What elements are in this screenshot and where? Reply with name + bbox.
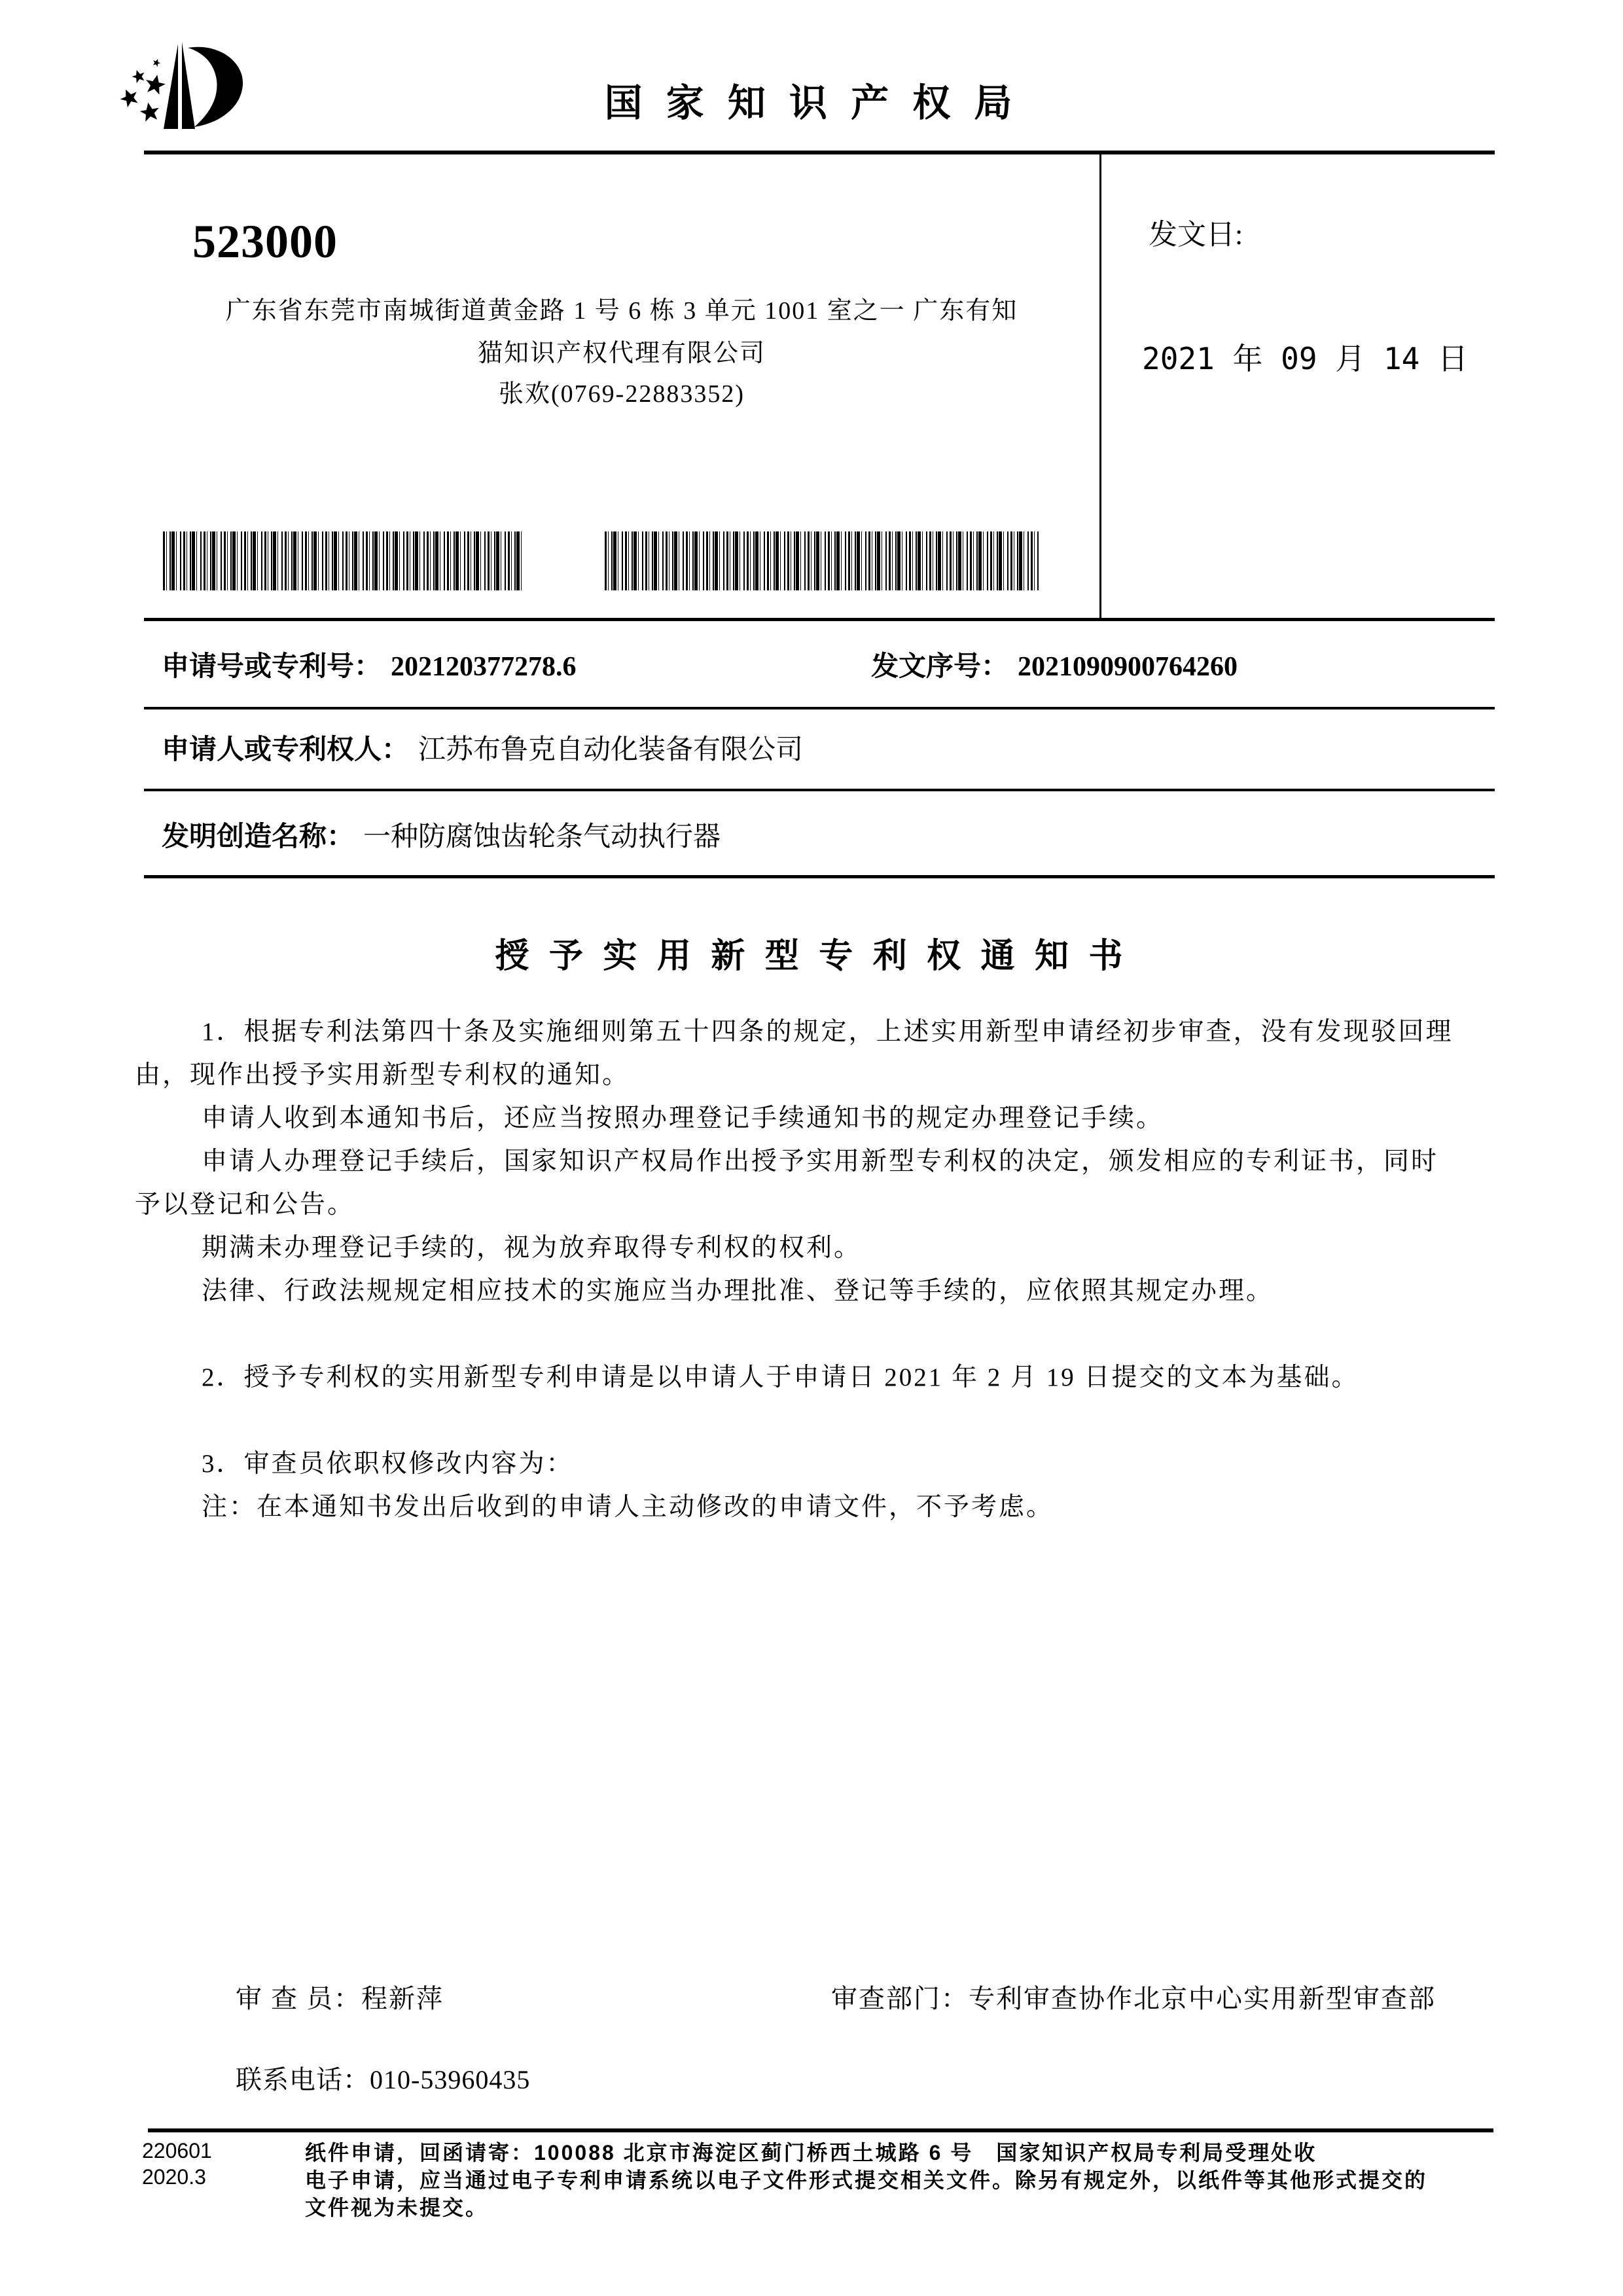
recipient-address-line2: 猫知识产权代理有限公司 [477,340,766,367]
agency-title: 国 家 知 识 产 权 局 [604,82,1019,124]
form-version: 2020.3 [142,2165,206,2189]
address-date-divider [1099,154,1101,618]
invention-name-value: 一种防腐蚀齿轮条气动执行器 [363,822,721,852]
serial-number-label: 发文序号： [871,651,1009,681]
barcode-application-number [163,531,525,590]
notice-body [135,1011,1503,1529]
examiner-label: 审 查 员： [236,1984,361,2013]
recipient-contact: 张欢(0769-22883352) [499,380,745,408]
postal-code: 523000 [192,215,338,268]
body-line: 期满未办理登记手续的，视为放弃取得专利权的权利。 [202,1234,862,1262]
invention-name-label: 发明创造名称： [162,821,355,852]
applicant-value: 江苏布鲁克自动化装备有限公司 [418,735,804,765]
examiner-field [236,1978,444,2015]
applicant-field [162,728,803,767]
dispatch-date-label: 发文日: [1149,219,1243,251]
body-line: 由，现作出授予实用新型专利权的通知。 [135,1061,630,1089]
body-line: 2．授予专利权的实用新型专利申请是以申请人于申请日 2021 年 2 月 19 日提交的文本为基础。 [202,1363,1359,1391]
application-number-field [162,645,577,684]
applicant-label: 申请人或专利权人： [162,734,410,764]
barcode-dispatch-number [605,531,1039,590]
row-divider-1 [144,707,1495,709]
examiner-name: 程新萍 [361,1984,444,2013]
footer-line: 电子申请，应当通过电子专利申请系统以电子文件形式提交相关文件。除另有规定外，以纸件等其他形式提交的 [305,2168,1428,2192]
recipient-address-line1: 广东省东莞市南城街道黄金路 1 号 6 栋 3 单元 1001 室之一 广东有知 [225,297,1018,325]
row-divider-2 [144,789,1495,791]
serial-number-value: 2021090900764260 [1018,652,1238,682]
contact-phone-field [236,2059,530,2096]
body-line: 予以登记和公告。 [135,1191,355,1219]
application-number-label: 申请号或专利号： [162,651,382,681]
footer-divider [148,2128,1493,2132]
invention-name-field [162,815,721,854]
row-divider-3 [144,875,1495,878]
department-field [831,1978,1436,2015]
form-code: 220601 [142,2139,212,2162]
header-divider [144,151,1495,154]
serial-number-field [871,645,1238,684]
body-line: 注：在本通知书发出后收到的申请人主动修改的申请文件，不予考虑。 [202,1493,1054,1521]
application-number-value: 202120377278.6 [391,652,577,682]
footer-line: 纸件申请，回函请寄：100088 北京市海淀区蓟门桥西土城路 6 号 国家知识产权局专利局受理处收 [305,2141,1317,2164]
dispatch-date-value: 2021 年 09 月 14 日 [1142,341,1469,376]
notice-title: 授 予 实 用 新 型 专 利 权 通 知 书 [495,937,1128,975]
body-line: 法律、行政法规规定相应技术的实施应当办理批准、登记等手续的，应依照其规定办理。 [202,1277,1274,1305]
body-line: 3．审查员依职权修改内容为： [202,1450,574,1478]
body-line: 申请人办理登记手续后，国家知识产权局作出授予实用新型专利权的决定，颁发相应的专利证书，同时 [202,1147,1439,1175]
barcode-divider [144,618,1495,621]
footer-line: 文件视为未提交。 [305,2196,489,2219]
department-label: 审查部门： [831,1984,969,2013]
department-name: 专利审查协作北京中心实用新型审查部 [969,1984,1436,2013]
contact-phone-label: 联系电话： [236,2065,370,2094]
body-line: 申请人收到本通知书后，还应当按照办理登记手续通知书的规定办理登记手续。 [202,1104,1164,1132]
contact-phone-value: 010-53960435 [370,2065,531,2094]
body-line: 1．根据专利法第四十条及实施细则第五十四条的规定，上述实用新型申请经初步审查，没有发现驳回理 [202,1018,1454,1046]
